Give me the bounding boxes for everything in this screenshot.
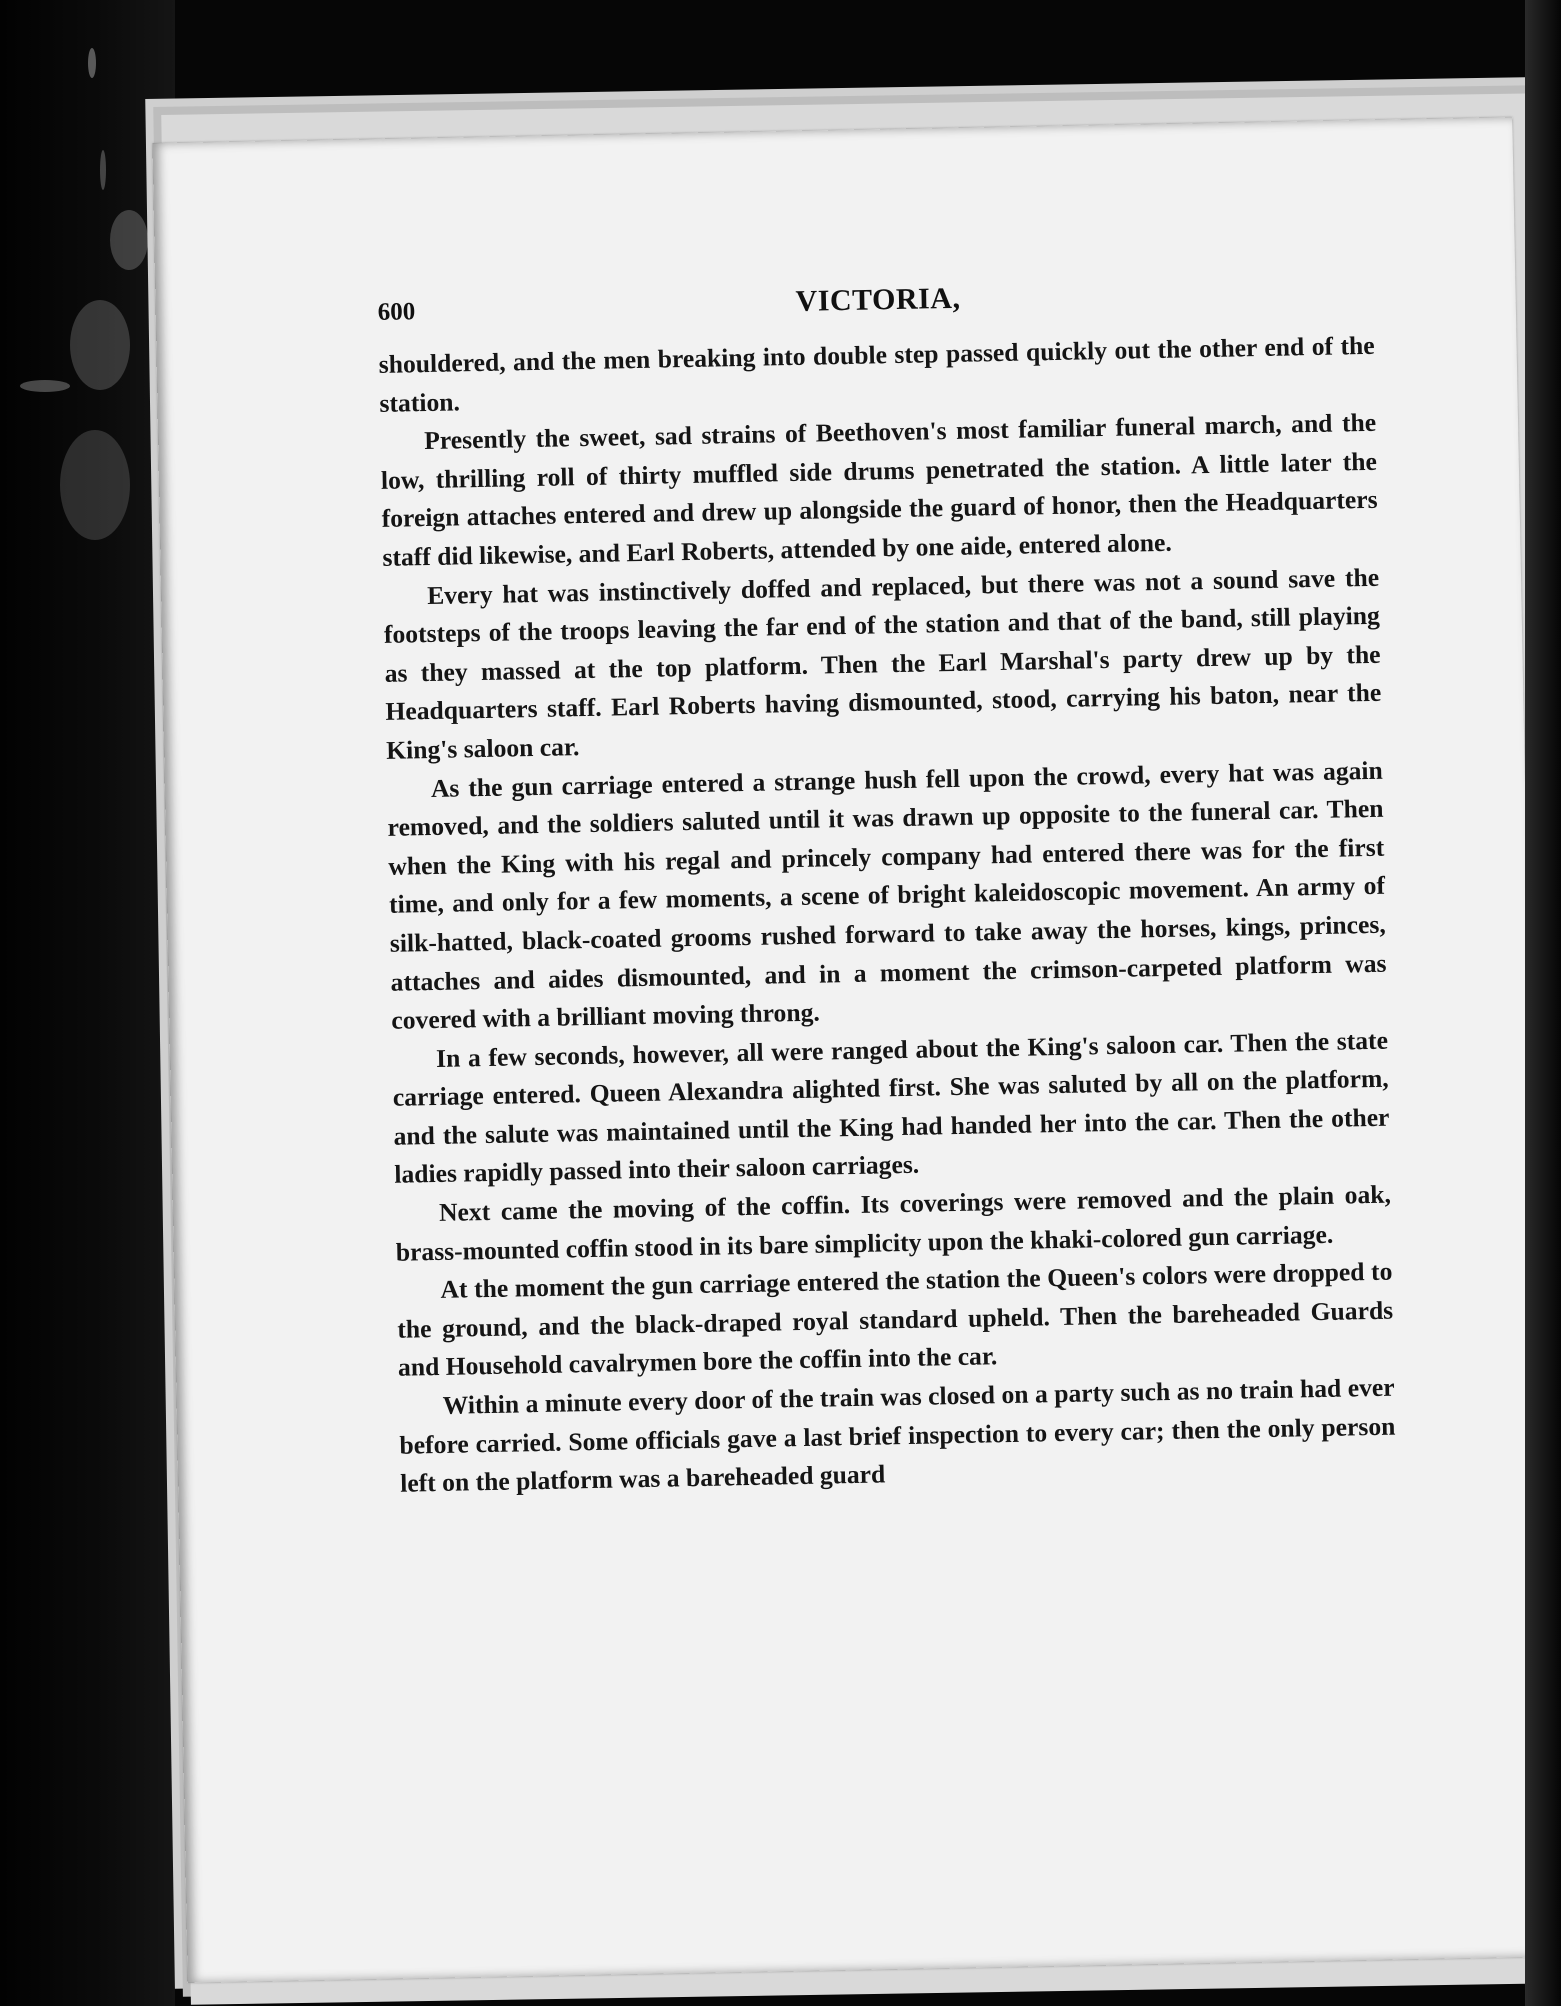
book-page	[152, 117, 1547, 1983]
binding-mark	[110, 210, 148, 270]
paragraph: Every hat was instinctively doffed and replaced, but there was not a sound save the footsteps of the troops leaving the far end of the station and that of the band, still playing as they massed at the top platform. Then the Earl Marshal's party drew up by the Headquarters staff. Earl Roberts having dismounted, stood, carrying his baton, near the King's saloon car.	[383, 562, 1382, 765]
right-page-edge	[1525, 0, 1561, 2006]
binding-mark	[88, 48, 96, 78]
page-body-text	[378, 327, 1396, 1504]
paragraph: As the gun carriage entered a strange hush fell upon the crowd, every hat was again removed, and the soldiers saluted until it was drawn up opposite to the funeral car. Then when the King with his regal and princely company had entered there was for the first time, and only for a few moments, a scene of bright kaleidoscopic movement. An army of silk-hatted, black-coated grooms rushed forward to take away the horses, kings, princes, attaches and aides dismounted, and in a moment the crimson-carpeted platform was covered with a brilliant moving throng.	[387, 755, 1387, 1035]
paragraph: Next came the moving of the coffin. Its coverings were removed and the plain oak, brass-mounted coffin stood in its bare simplicity upon the khaki-colored gun carriage.	[395, 1179, 1392, 1267]
binding-mark	[70, 300, 130, 390]
binding-mark	[60, 430, 130, 540]
page-number: 600	[377, 298, 416, 326]
paragraph: At the moment the gun carriage entered the station the Queen's colors were dropped to the ground, and the black-draped royal standard upheld. Then the bareheaded Guards and Household cavalrymen bore the coffin into the car.	[396, 1256, 1394, 1383]
running-title: VICTORIA,	[795, 281, 961, 318]
binding-mark	[100, 150, 106, 190]
paragraph: In a few seconds, however, all were ranged about the King's saloon car. Then the state carriage entered. Queen Alexandra alighted first. She was saluted by all on the platform, and the salute was maintained until the King had handed her into the car. Then the other ladies rapidly passed into their saloon carriages.	[392, 1025, 1390, 1190]
paragraph: Presently the sweet, sad strains of Beethoven's most familiar funeral march, and the low, thrilling roll of thirty muffled side drums penetrated the station. A little later the foreign attaches entered and drew up alongside the guard of honor, then the Headquarters staff did likewise, and Earl Roberts, attended by one aide, entered alone.	[380, 407, 1378, 572]
paragraph: shouldered, and the men breaking into double step passed quickly out the other end of the station.	[378, 330, 1375, 418]
paragraph: Within a minute every door of the train was closed on a party such as no train had ever before carried. Some officials gave a last brief inspection to every car; then the only person left on the platform was a bareheaded guard	[399, 1372, 1396, 1498]
binding-mark	[20, 380, 70, 392]
page-header	[377, 280, 1377, 326]
